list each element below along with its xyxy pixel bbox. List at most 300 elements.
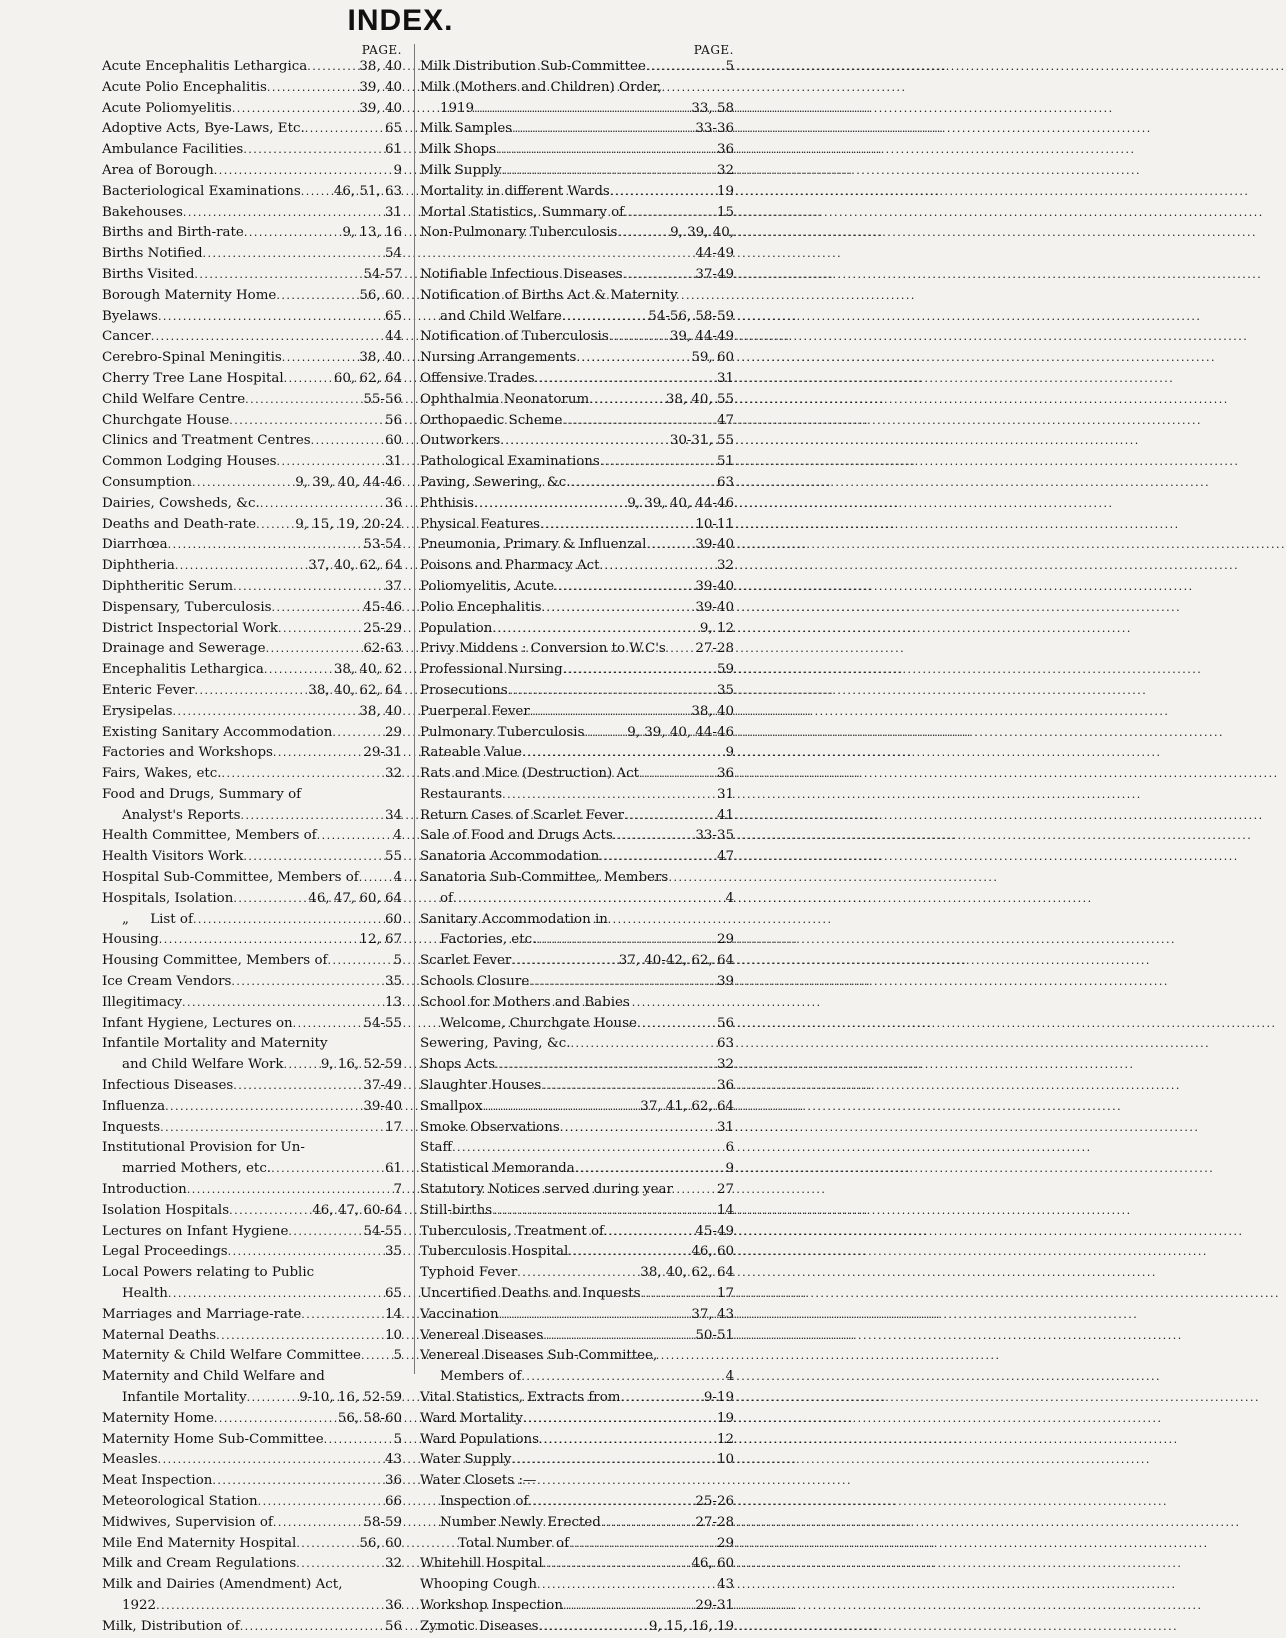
index-entry-term: Maternity & Child Welfare Committee [102,1348,361,1364]
dot-leader [530,702,690,723]
index-entry [102,556,402,577]
index-entry-term: Uncertified Deaths and Inquests [420,1286,641,1302]
dot-leader [151,327,383,348]
index-entry-pages: 35 [384,974,402,990]
dot-leader [278,619,361,640]
index-entry [420,1180,734,1201]
index-entry [420,598,734,619]
dot-leader [610,182,715,203]
index-entry-pages: 10 [384,1327,402,1343]
index-entry [420,743,734,764]
dot-leader [604,1222,693,1243]
index-entry [102,1180,402,1201]
index-entry [102,1513,402,1534]
index-entry-term: Professional Nursing [420,662,563,678]
index-entry [102,1222,402,1243]
dot-leader [273,743,361,764]
index-entry-term: Institutional Provision for Un- [102,1140,305,1156]
left-column [102,44,402,1638]
index-entry-term: Drainage and Sewerage [102,641,266,657]
index-entry-pages: 36 [384,495,402,511]
index-entry [102,203,402,224]
dot-leader [536,930,715,951]
index-entry [420,702,734,723]
dot-leader [620,1388,701,1409]
index-entry-pages: 9, 15, 19, 20-24 [295,516,402,532]
index-entry-pages: 30-31, 55 [669,433,734,449]
dot-leader [214,1409,336,1430]
dot-leader [156,1596,383,1617]
index-entry [102,286,402,307]
dot-leader [600,556,715,577]
dot-leader [543,1326,693,1347]
dot-leader [542,598,694,619]
index-entry-term: Sale of Food and Drugs Acts [420,828,613,844]
dot-leader [282,348,358,369]
dot-leader [575,1159,724,1180]
dot-leader [276,286,357,307]
index-entry-term: Factories and Workshops [102,745,273,761]
index-entry-term: of [440,890,454,906]
index-entry-pages: 37 [384,578,402,594]
index-entry-term: Ward Mortality [420,1410,523,1426]
index-entry-pages: 4 [393,870,402,886]
index-entry [102,1034,402,1055]
index-entry-term: Milk, Distribution of [102,1618,240,1634]
index-entry-pages: 54-55 [363,1223,402,1239]
index-entry-term: Lectures on Infant Hygiene [102,1223,289,1239]
index-entry [420,930,734,951]
dot-leader [584,723,625,744]
index-entry-pages: 9, 13, 16 [342,225,402,241]
index-entry-term: Water Supply [420,1452,512,1468]
dot-leader [639,764,715,785]
index-entry [420,847,734,868]
index-entry [102,1409,402,1430]
index-entry [420,57,734,78]
index-entry-term: Infantile Mortality and Maternity [102,1036,328,1052]
index-entry [102,411,402,432]
index-entry-pages: 9-10, 16, 52-59 [299,1390,402,1405]
index-entry [102,1326,402,1347]
index-entry [102,1201,402,1222]
index-entry [420,764,734,785]
index-entry-pages: 35 [716,682,734,698]
index-entry [102,951,402,972]
index-entry [420,1513,734,1534]
dot-leader [517,1263,638,1284]
index-entry-term: Inspection of [440,1493,529,1509]
dot-leader [613,826,694,847]
index-entry-pages: 31 [384,204,402,220]
dot-leader [232,99,358,120]
index-entry-term: 1922 [122,1597,157,1613]
index-entry-pages: 39, 40 [359,79,402,95]
index-entry-pages: 17 [384,1119,402,1135]
index-entry [420,431,734,452]
dot-leader [266,639,362,660]
dot-leader [568,1242,689,1263]
index-entry [420,348,734,369]
index-entry-term: Milk and Cream Regulations [102,1556,297,1572]
dot-leader [160,1118,383,1139]
dot-leader [175,556,306,577]
index-entry-term: „ List of [122,911,193,927]
index-entry-term: Notification of Births Act & Maternity [420,287,678,303]
index-entry-term: Acute Encephalitis Lethargica [102,59,308,74]
index-entry [102,972,402,993]
dot-leader [193,910,383,931]
index-entry [420,494,734,515]
dot-leader [212,1471,383,1492]
dot-leader [539,1617,647,1638]
index-entry-pages: 33-35 [695,828,734,844]
index-entry-term: Notifiable Infectious Diseases [420,266,623,282]
index-entry-pages: 29 [384,724,402,740]
index-entry-pages: 29-31 [363,745,402,761]
index-entry-pages: 54-56, 58-59 [648,308,734,324]
index-entry-pages: 39-40 [695,537,734,553]
index-entry [420,1346,734,1367]
index-entry [420,806,734,827]
index-entry [420,681,734,702]
dot-leader [541,1076,715,1097]
index-entry [102,1159,402,1180]
index-entry-term: Common Lodging Houses [102,454,277,470]
index-entry-pages: 10 [716,1452,734,1468]
dot-leader [539,1430,715,1451]
index-entry-term: Cherry Tree Lane Hospital [102,370,284,386]
index-entry-term: Poliomyelitis, Acute [420,578,555,594]
dot-leader [512,119,693,140]
index-entry-term: Population [420,620,493,636]
dot-leader [562,411,715,432]
index-entry-pages: 36 [716,1078,734,1094]
index-entry-term: Diphtheria [102,558,175,574]
index-entry-pages: 31 [384,454,402,470]
dot-leader [571,1034,715,1055]
index-entry-pages: 5 [393,1348,402,1364]
index-entry-term: Mile End Maternity Hospital [102,1535,297,1551]
index-entry-pages: 38, 40 [359,703,402,719]
dot-leader [640,1284,714,1305]
index-entry [420,826,734,847]
index-entry [102,598,402,619]
index-entry-term: Outworkers [420,433,501,449]
index-entry-term: Enteric Fever [102,682,195,698]
index-entry [102,1097,402,1118]
dot-leader [452,1138,723,1159]
index-entry-term: Milk Distribution Sub-Committee [420,59,646,74]
dot-leader [296,1554,383,1575]
dot-leader [537,1575,715,1596]
index-entry [102,1284,402,1305]
index-entry [102,577,402,598]
index-entry-pages: 36 [716,766,734,782]
index-entry [420,1471,734,1492]
index-entry [420,785,734,806]
index-entry [420,452,734,473]
index-entry-term: Water Closets :— [420,1473,537,1489]
index-entry [102,639,402,660]
index-entry-term: Infectious Diseases [102,1078,234,1094]
index-entry-pages: 50-51 [695,1327,734,1343]
index-entry-pages: 5 [393,1431,402,1447]
index-entry-term: Area of Borough [102,162,214,178]
index-entry-pages: 39-40 [695,578,734,594]
index-entry [420,1305,734,1326]
index-entry-term: Ophthalmia Neonatorum [420,391,590,407]
dot-leader [228,1242,383,1263]
index-entry-term: Infant Hygiene, Lectures on [102,1015,293,1031]
dot-leader [528,1492,693,1513]
index-entry [102,515,402,536]
index-entry-term: Isolation Hospitals [102,1202,230,1218]
index-entry-pages: 38, 40, 62 [333,662,402,678]
dot-leader [576,348,689,369]
index-entry-term: Total Number of [458,1535,570,1551]
index-entry-term: Shops Acts [420,1057,495,1073]
dot-leader [540,515,693,536]
index-entry-term: Pathological Examinations [420,454,600,470]
dot-leader [474,494,625,515]
index-entry-pages: 66 [384,1493,402,1509]
index-entry-pages: 4 [725,890,734,906]
index-entry-term: Zymotic Diseases [420,1618,539,1634]
index-entry-pages: 46, 60 [691,1556,734,1572]
index-entry [102,535,402,556]
index-entry-pages: 17 [716,1286,734,1302]
dot-leader [182,993,383,1014]
index-entry-pages: 38, 40 [359,350,402,366]
dot-leader [247,1388,298,1409]
index-entry-pages: 45-46 [363,599,402,615]
index-entry-term: Existing Sanitary Accommodation [102,724,333,740]
dot-leader [332,723,383,744]
index-entry [420,577,734,598]
dot-leader [168,1284,383,1305]
index-entry-term: Vital Statistics, Extracts from [420,1390,621,1405]
index-entry [102,1138,402,1159]
dot-leader [499,1305,690,1326]
index-entry-term: Maternity and Child Welfare and [102,1369,325,1385]
index-entry-pages: 43 [384,1452,402,1468]
dot-leader [317,826,392,847]
index-entry [420,99,734,120]
index-entry-term: Milk Samples [420,121,513,137]
index-entry-pages: 5 [393,953,402,969]
index-entry [102,1076,402,1097]
index-entry-term: Still-births [420,1202,493,1218]
index-entry [102,1450,402,1471]
dot-leader [521,1367,723,1388]
dot-leader [173,702,358,723]
index-entry-pages: 29-31 [695,1597,734,1613]
dot-leader [267,78,358,99]
index-entry-pages: 32 [384,1556,402,1572]
index-entry [420,369,734,390]
dot-leader [284,369,332,390]
index-entry-term: Dairies, Cowsheds, &c. [102,495,260,511]
index-entry [420,161,734,182]
dot-leader [511,1450,715,1471]
index-entry-term: Byelaws [102,308,158,324]
index-entry [102,889,402,910]
index-entry-term: Milk Supply [420,162,502,178]
index-entry-term: Venereal Diseases [420,1327,544,1343]
index-entry [102,1118,402,1139]
index-entry-pages: 39 [716,974,734,990]
dot-leader [569,1534,715,1555]
index-entry-pages: 55-56 [363,391,402,407]
dot-leader [495,1055,715,1076]
dot-leader [245,390,361,411]
index-entry-pages: 43 [716,1577,734,1593]
index-entry [420,1201,734,1222]
index-entry-term: Workshop Inspection [420,1597,563,1613]
index-entry [420,78,734,99]
index-entry-term: Illegitimacy [102,994,183,1010]
index-entry [420,556,734,577]
index-entry-term: Cerebro-Spinal Meningitis [102,350,282,366]
index-entry-term: Maternity Home Sub-Committee [102,1431,324,1447]
index-entry-pages: 27-28 [695,641,734,657]
index-entry-term: Sanatoria Sub-Committee, Members [420,870,669,886]
dot-leader [492,619,698,640]
index-entry [420,1430,734,1451]
index-entry [420,1575,734,1596]
index-entry-term: Meat Inspection [102,1473,213,1489]
index-entry-term: Privy Middens : Conversion to W.C's [420,641,666,657]
index-entry [102,806,402,827]
dot-leader [508,681,715,702]
index-entry-pages: 32 [716,1057,734,1073]
index-entry [420,1222,734,1243]
index-entry-term: 1919 [440,100,475,116]
index-entry [102,619,402,640]
dot-leader [233,1076,361,1097]
index-entry [102,930,402,951]
dot-leader [301,182,332,203]
dot-leader [474,99,689,120]
index-entry-pages: 9, 39, 40, [670,225,734,241]
dot-leader [502,785,715,806]
index-entry-term: Midwives, Supervision of [102,1514,273,1530]
index-entry [102,369,402,390]
dot-leader [158,1450,383,1471]
index-entry [420,473,734,494]
index-entry [102,390,402,411]
index-entry-term: Encephalitis Lethargica [102,662,264,678]
index-entry [102,1242,402,1263]
index-entry-term: Orthopaedic Scheme [420,412,563,428]
index-entry [420,223,734,244]
index-entry [102,265,402,286]
index-entry-term: Borough Maternity Home [102,287,277,303]
index-entry-term: Sanitary Accommodation in [420,911,608,927]
index-entry [102,57,402,78]
index-entry-term: Health Committee, Members of [102,828,317,844]
index-entry-pages: 31 [716,370,734,386]
page-column-header-right: PAGE. [693,43,734,57]
index-entry-pages: 9, 15, 16, 19 [648,1618,734,1634]
index-entry-pages: 19 [716,183,734,199]
dot-leader [258,1492,383,1513]
index-entry [420,203,734,224]
index-entry [102,1617,402,1638]
dot-leader [522,743,724,764]
dot-leader [256,515,293,536]
index-entry-term: Poisons and Pharmacy Act [420,558,600,574]
index-entry-pages: 5 [725,59,734,74]
index-entry-term: Clinics and Treatment Centres [102,433,311,449]
index-entry-pages: 25-26 [695,1493,734,1509]
index-entry-pages: 63 [716,1036,734,1052]
index-entry [102,993,402,1014]
index-entry-term: Hospitals, Isolation [102,890,234,906]
index-entry-term: Influenza [102,1098,166,1114]
index-entry-pages: 35 [384,1244,402,1260]
dot-leader [229,1201,310,1222]
index-entry [420,119,734,140]
dot-leader [637,1014,715,1035]
index-entry-term: Offensive Trades [420,370,535,386]
index-entry-pages: 36 [716,142,734,158]
index-entry-pages: 7 [393,1182,402,1198]
index-entry-term: Fairs, Wakes, etc. [102,766,222,782]
index-entry-pages: 54-55 [363,1015,402,1031]
index-entry-pages: 39-40 [695,599,734,615]
index-entry [420,910,734,931]
index-entry [420,1554,734,1575]
index-entry [102,702,402,723]
index-entry [420,1034,734,1055]
dot-leader [244,223,341,244]
index-entry-term: Infantile Mortality [122,1390,247,1405]
dot-leader [311,431,383,452]
dot-leader [159,930,358,951]
index-entry-pages: 46, 47, 60-64 [312,1202,402,1218]
index-entry [102,327,402,348]
page-column-header-left: PAGE. [361,43,402,57]
index-entry-term: Diphtheritic Serum [102,578,234,594]
index-entry-term: Adoptive Acts, Bye-Laws, Etc. [102,121,305,137]
index-entry-term: Diarrhœa [102,537,168,553]
index-entry [102,99,402,120]
index-entry-term: Return Cases of Scarlet Fever [420,807,624,823]
dot-leader [617,223,668,244]
index-entry-pages: 10-11 [695,516,734,532]
left-entry-list [102,57,402,1638]
dot-leader [453,889,723,910]
index-entry-pages: 56, 60 [359,287,402,303]
index-entry [420,1014,734,1035]
index-entry-pages: 29 [716,1535,734,1551]
index-entry-pages: 32 [384,766,402,782]
index-entry-pages: 55 [384,849,402,865]
index-entry-term: Typhoid Fever [420,1265,518,1281]
index-entry-term: Cancer [102,329,151,345]
index-entry-pages: 27 [716,1182,734,1198]
index-entry-pages: 31 [716,786,734,802]
dot-leader [273,1513,362,1534]
index-entry-term: Deaths and Death-rate [102,516,257,532]
index-entry-term: Legal Proceedings [102,1244,228,1260]
index-entry [102,847,402,868]
index-entry-pages: 9, 39, 40, 44-46 [627,724,734,740]
index-entry-pages: 37, 40-42, 62, 64 [618,953,734,969]
index-entry-term: Mortal Statistics, Summary of [420,204,625,220]
